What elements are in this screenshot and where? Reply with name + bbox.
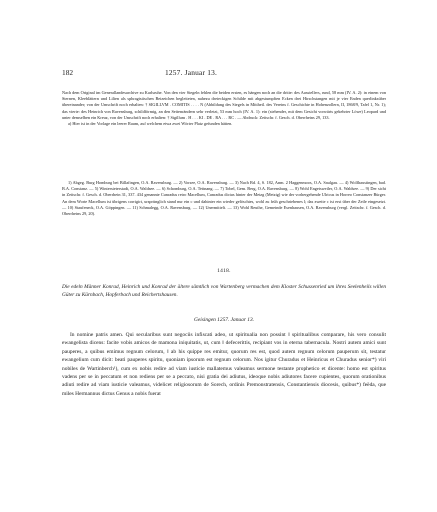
document-body — [62, 331, 386, 398]
page-header — [62, 68, 386, 78]
source-description — [62, 90, 386, 127]
document-dateline: Geisingen 1257. Januar 13. — [193, 317, 255, 323]
document-text: In nomine patris amen. Qui secularibus sunt negociis infiscati adeo, ut spiritualia non possint ‖ spiritualibus comparare, his vero consulit ewangelista dicens: facite vobis amicos de mamona iniquitatis, ut, cum ‖ defecerittis, recipiant vos in eterna tabernacula. Nostri autem amici sunt pauperes, a quibus emimus regnum celorum, ‖ ab his quippe res emitur, quorum res est, quod autem regnum celorum pauperum sit, testatur ewangelium cum dicit: beati pauperes spiritu, quoniam ipsorum est regnum celorum. Nos igitur Churadus et Heinricus et Churadus senior*) viri nobiles de Wartinberch¹), cum ex nobis redire ad viam iusticie mallatemus valeamus sermone testante prophetico et dicente: homo est spiritus vadens per se in peccatum et non rediens per se a peccato, nisi gratia dei adiutus, ideoque nobis adiutores facere cupientes, quorum orationibus adiuti redire ad viam iusticie valeamus, videlicet religiosorum de Sorech, ordinis Premonstratensis, Constantiensis diocesis, quibus*) feëda, que miles Hermannus dictus Genus a nobis fuerat — [62, 332, 386, 397]
source-paragraph: Nach dem Original im Generallandesarchive zu Karlsruhe. Von den vier Siegeln fehlen die beiden ersten, es hängen noch an die dritte: des Ausstellers, rund, 58 mm (IV. A. 2): in einem von Sternen, Kleeblättern und Lilien als sphragistischen Beizeichen begleiteten, nahezu dreieckigen Schilde mit abgestumpften Ecken drei Hirschstangen mit je vier Enden querlinksüber übereinander; von der Umschrift noch erhalten: † SIGILLVM . COMITIS . . . . N (Abbildung des Siegels in Mittheil. des Vereins f. Geschichte in Hohenzollern, II, 1868/9, Tafel 1, Nr. 1); das vierte: des Heinrich von Ravensburg, schildförmig, an den Seitenrändern sehr verletzt, 53 mm hoch (IV. A. 1): ein (stehender, mit dem Gesicht vorwärts gekehrter Löwe) Leopard und unter demselben ein Kreuz, von der Umschrift noch erhalten: † Sigillum . H . . . KI . DE . RA . . . RC . — Abdruck: Zeitschr. f. Gesch. d. Oberrheins 29, 133. — [62, 90, 386, 120]
document-number: 1418. — [217, 268, 231, 274]
document-summary: Die edeln Männer Konrad, Heinrich und Konrad der ältere sämtlich von Wartenberg vermachen dem Kloster Schussenried um ihres Seelenheils willen Güter zu Kürnbach, Hopferbach und Reichertshausen. — [62, 284, 386, 299]
page-number: 182 — [62, 68, 74, 77]
running-head: 1257. Januar 13. — [165, 68, 218, 77]
source-note-a: a) Hier ist in der Vorlage ein leerer Raum, auf welchem etwa zwei Wörter Platz gefunden hätten. — [68, 121, 233, 127]
footnotes — [62, 180, 386, 217]
footnote-list: 1) Abgeg. Burg Homburg bei Billafingen, O.A. Ravensburg. — 2) Vorsee, O.A. Ravensburg. — 3) Nach Bd. 4, S. 182, Anm. 2 Haggenmoos, O.A. Saulgau. — 4) Wolfhaustingen, bad. B.A. Constanz. — 5) Wintersteterstadt, O.A. Waldsee. — 6) Schomburg, O.A. Tettnang. — 7) Tobel, Gem. Berg, O.A. Ravensburg. — 8) Wohl Engetsweiler, O.A. Waldsee. — 9) Der sicht in Zeitschr. f. Gesch. d. Oberrhein 31, 337. 434 genannte Cunradus retro Macellum, Cunradus dictus hinter der Metzg (Metzig) wie der vorhergehende Ulricus in Horreo Constanzer Bürger. An dem Worte Macellum ist übrigens corrigirt, ursprünglich stand nur ein c und dahinter ein wieder gelöschtes, wohl zu früh geschriebenes l; das zweite c ist erst über der Zeile eingesetzt. — 10) Staufeneck, O.A. Göppingen. — 11) Schmalegg, O.A. Ravensburg. — 12) Unermittelt. — 13) Wohl Reuthe, Gemeinde Esenhausen, O.A. Ravensburg (vergl. Zeitschr. f. Gesch. d. Oberrheins 29, 20). — [62, 180, 386, 217]
